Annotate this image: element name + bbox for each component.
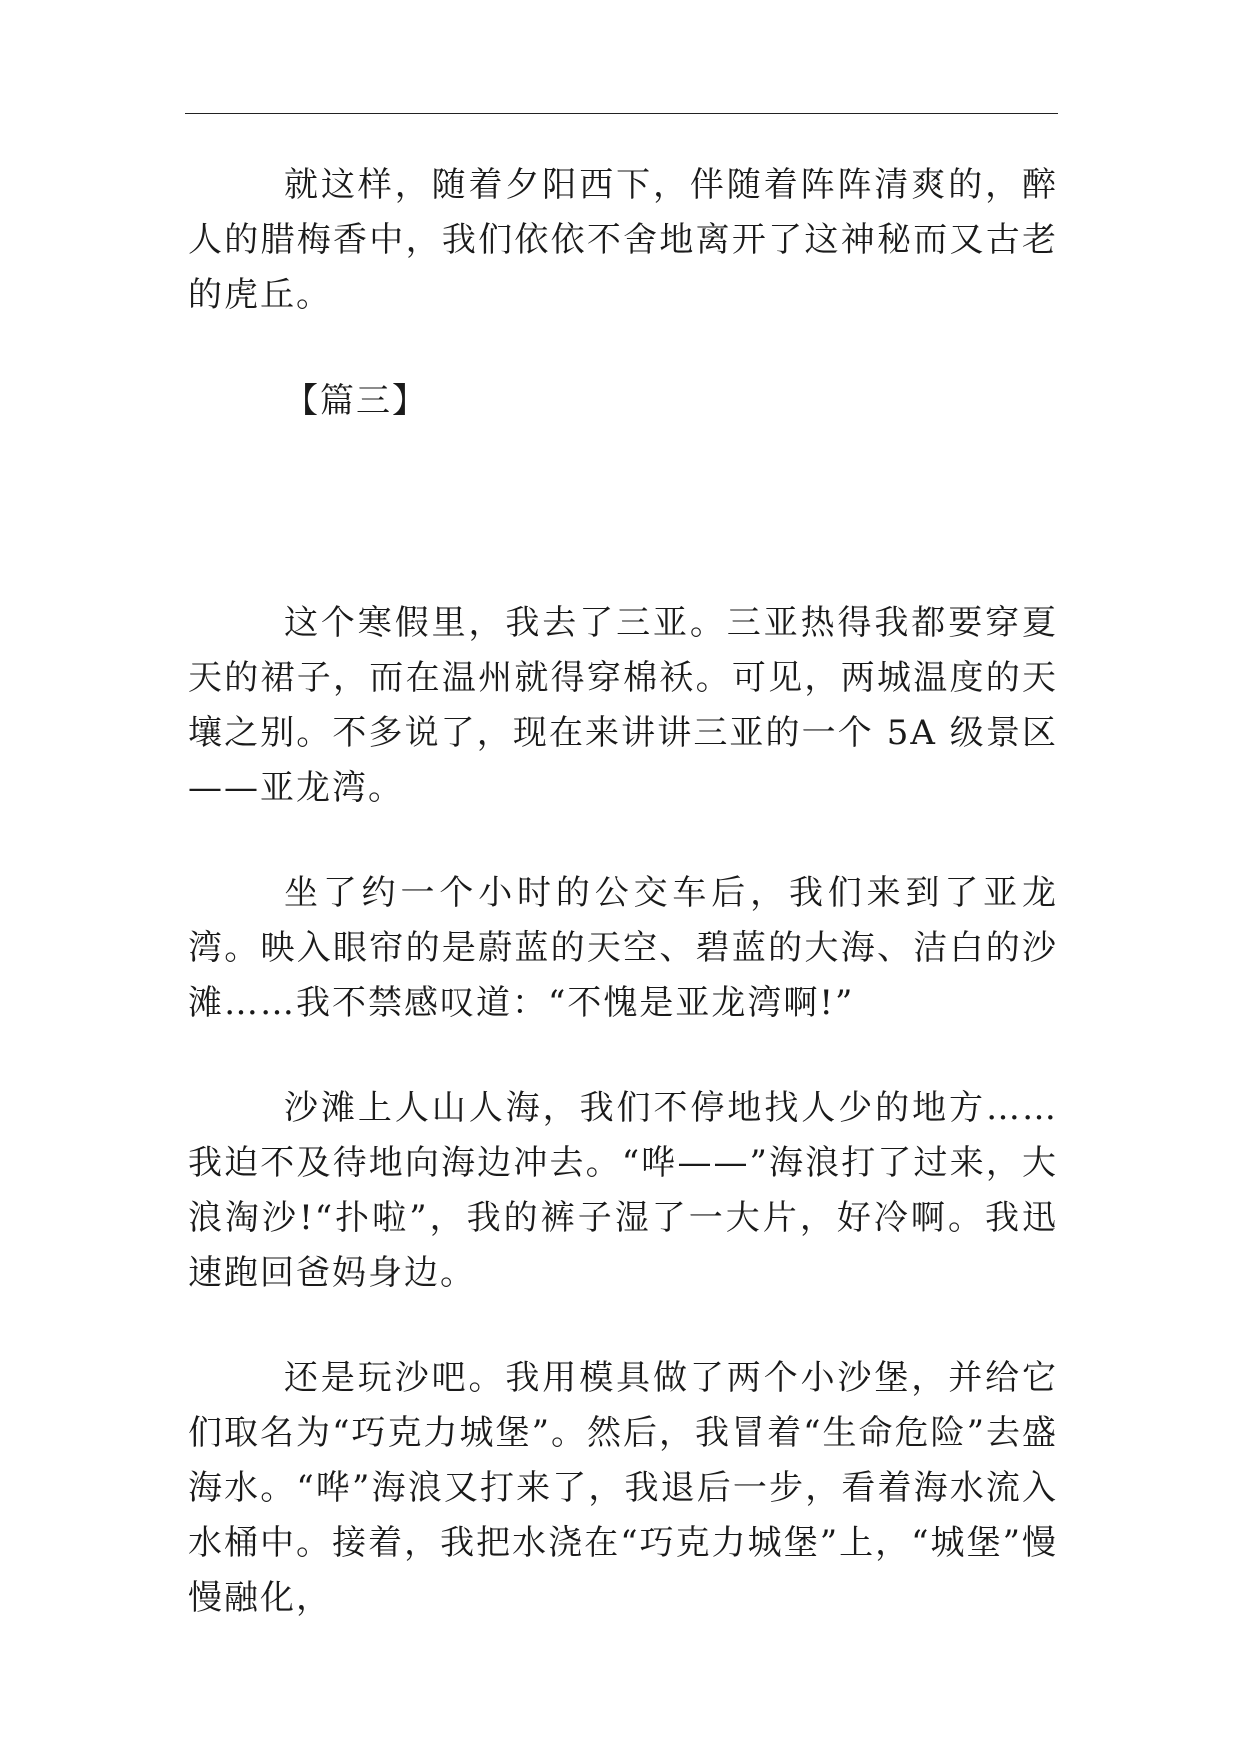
spacer	[188, 1301, 1058, 1351]
header-rule	[185, 113, 1058, 114]
paragraph-winter-vacation: 这个寒假里，我去了三亚。三亚热得我都要穿夏天的裙子，而在温州就得穿棉袄。可见，两城温度的天壤之别。不多说了，现在来讲讲三亚的一个 5A 级景区——亚龙湾。	[188, 603, 1058, 808]
section-heading: 【篇三】	[284, 381, 428, 421]
spacer	[188, 323, 1058, 374]
spacer	[188, 429, 1058, 596]
spacer	[188, 816, 1058, 866]
document-body	[188, 158, 1058, 1626]
paragraph-farewell: 就这样，随着夕阳西下，伴随着阵阵清爽的，醉人的腊梅香中，我们依依不舍地离开了这神秘而又古老的虎丘。	[188, 165, 1058, 315]
paragraph-sandcastle: 还是玩沙吧。我用模具做了两个小沙堡，并给它们取名为“巧克力城堡”。然后，我冒着“生命危险”去盛海水。“哗”海浪又打来了，我退后一步，看着海水流入水桶中。接着，我把水浇在“巧克力城堡”上，“城堡”慢慢融化，	[188, 1358, 1058, 1618]
paragraph-arrival: 坐了约一个小时的公交车后，我们来到了亚龙湾。映入眼帘的是蔚蓝的天空、碧蓝的大海、洁白的沙滩……我不禁感叹道：“不愧是亚龙湾啊!”	[188, 873, 1058, 1023]
paragraph-beach: 沙滩上人山人海，我们不停地找人少的地方……我迫不及待地向海边冲去。“哗——”海浪打了过来，大浪淘沙!“扑啦”，我的裤子湿了一大片，好冷啊。我迅速跑回爸妈身边。	[188, 1088, 1058, 1293]
spacer	[188, 1031, 1058, 1081]
